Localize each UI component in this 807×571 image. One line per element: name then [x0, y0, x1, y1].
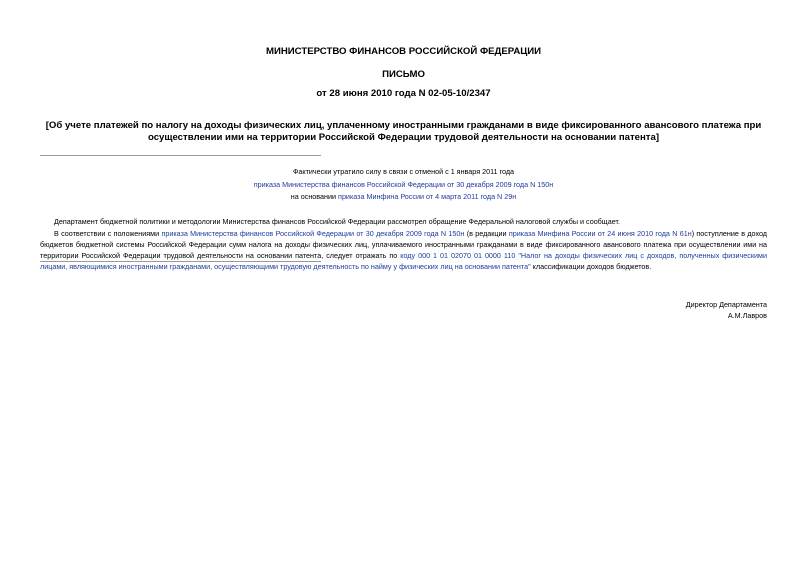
status-link-line [40, 180, 767, 189]
status-basis-line [40, 192, 767, 201]
body-paragraph-2 [40, 228, 767, 272]
para2-text-3: ) поступление в доход бюджетов бюджетной системы Российской Федерации сумм налога на доходы физических лиц, уплачиваемого иностранными гражданами в виде фиксированного авансового платежа при осуществлении ими на территории Российской Федерации трудовой деятельности на основании патента, следует отражать по [40, 229, 768, 260]
para2-link-order-150n[interactable]: приказа Министерства финансов Российской Федерации от 30 декабря 2009 года N 150н [161, 229, 465, 238]
para2-text-1: В соответствии с положениями [54, 229, 162, 238]
document-type-heading: ПИСЬМО [382, 69, 425, 80]
para2-link-order-61n[interactable]: приказа Минфина России от 24 июня 2010 года N 61н [508, 229, 692, 238]
signature-name: А.М.Лавров [727, 311, 767, 320]
divider-top [40, 155, 321, 156]
para2-text-2: (в редакции [464, 229, 509, 238]
status-basis-prefix: на основании [290, 192, 339, 201]
ministry-heading: МИНИСТЕРСТВО ФИНАНСОВ РОССИЙСКОЙ ФЕДЕРАЦИИ [265, 46, 542, 57]
status-link-order-150n[interactable]: приказа Министерства финансов Российской Федерации от 30 декабря 2009 года N 150н [253, 180, 554, 189]
para2-text-4: классификации доходов бюджетов. [530, 262, 652, 271]
document-date-number: от 28 июня 2010 года N 02-05-10/2347 [316, 88, 491, 99]
document-subject: [Об учете платежей по налогу на доходы физических лиц, уплаченному иностранными гражданами в виде фиксированного авансового платежа при осуществлении ими на территории Российской Федерации трудовой деятельности на основании патента] [45, 120, 762, 143]
signature-position: Директор Департамента [685, 300, 767, 309]
para2-link-budget-code[interactable]: коду 000 1 01 02070 01 0000 110 "Налог на доходы физических лиц с доходов, полученных физическими лицами, являющимися иностранными гражданами, осуществляющими трудовую деятельность по найму у физических лиц на основании патента" [40, 251, 767, 271]
status-note: Фактически утратило силу в связи с отменой с 1 января 2011 года [292, 167, 515, 176]
body-paragraph-1: Департамент бюджетной политики и методологии Министерства финансов Российской Федерации рассмотрел обращение Федеральной налоговой службы и сообщает. [54, 217, 620, 226]
status-link-order-29n[interactable]: приказа Минфина России от 4 марта 2011 года N 29н [338, 192, 517, 201]
